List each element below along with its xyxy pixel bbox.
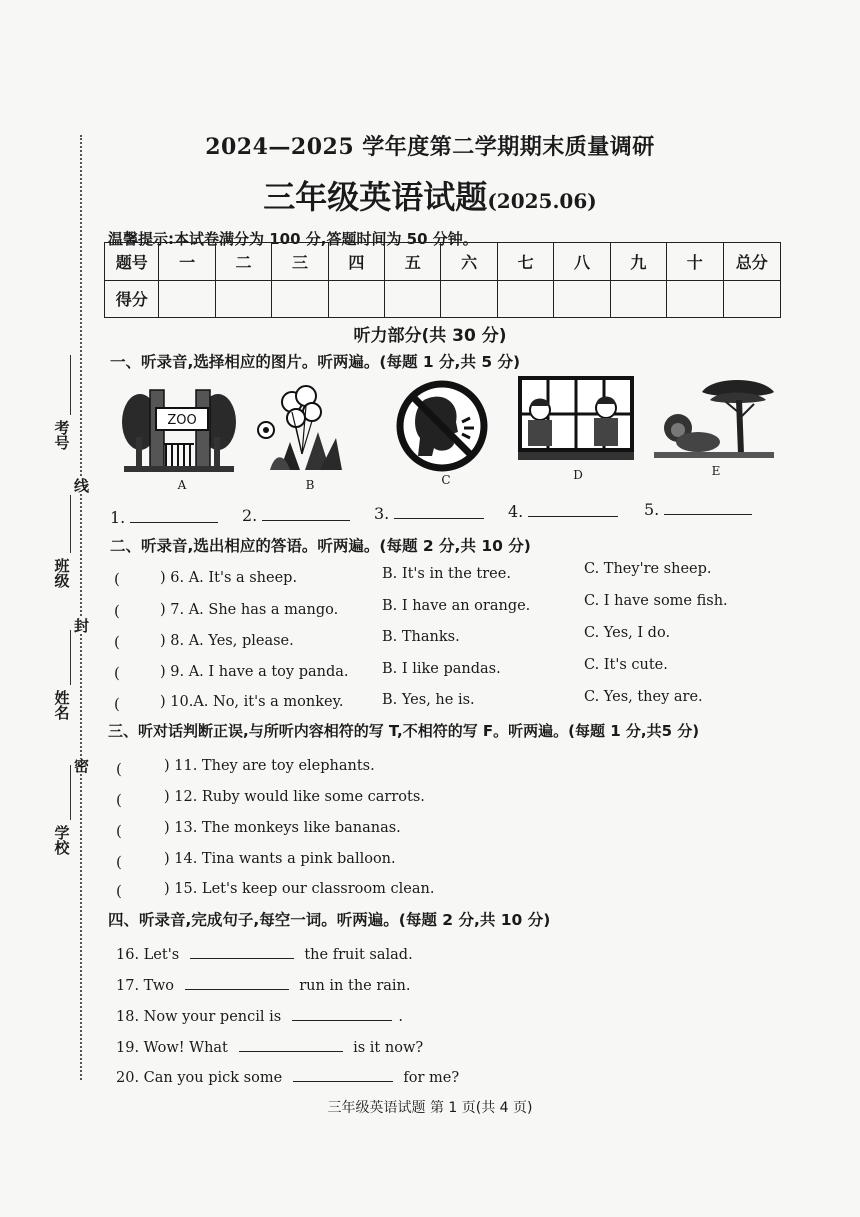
binding-dotted-line (80, 135, 82, 1080)
answer-paren[interactable]: ( (116, 853, 122, 871)
answer-paren[interactable]: ( (114, 602, 120, 620)
blank-number: 4. (508, 502, 524, 521)
listening-section-header: 听力部分(共 30 分) (353, 326, 507, 346)
sentence-end: . (398, 1009, 404, 1025)
score-cell: 五 (385, 243, 441, 281)
answer-line[interactable] (528, 502, 618, 517)
score-cell: 七 (497, 243, 553, 281)
question-stem: ) 10.A. No, it's a monkey. (160, 694, 344, 710)
score-entry-cell[interactable] (610, 280, 666, 318)
section1-title: 一、听录音,选择相应的图片。听两遍。(每题 1 分,共 5 分) (110, 353, 521, 371)
page-footer: 三年级英语试题 第 1 页(共 4 页) (327, 1100, 533, 1116)
side-field-school (50, 825, 72, 859)
sentence-start: 18. Now your pencil is (116, 1009, 282, 1025)
score-cell: 总分 (723, 243, 781, 281)
question-stem: ) 9. A. I have a toy panda. (160, 664, 349, 680)
exam-date: (2025.06) (487, 189, 597, 213)
answer-blank-4 (508, 502, 618, 521)
fill-blank[interactable] (293, 1067, 393, 1082)
lion-tree-icon (652, 372, 778, 464)
answer-blank-2 (242, 506, 350, 525)
side-field-exam-number (50, 420, 72, 454)
picture-letter-b: B (305, 478, 315, 492)
question-statement: ) 14. Tina wants a pink balloon. (164, 851, 396, 867)
score-entry-cell[interactable] (497, 280, 553, 318)
answer-paren[interactable]: ( (116, 882, 122, 900)
option-c: C. Yes, they are. (584, 689, 703, 705)
score-entry-cell[interactable] (272, 280, 328, 318)
score-entry-cell[interactable] (159, 280, 215, 318)
exam-term-title: 2024—2025 学年度第二学期期末质量调研 (205, 134, 655, 160)
answer-paren[interactable]: ( (114, 664, 120, 682)
blank-number: 3. (374, 504, 390, 523)
side-write-line (70, 765, 71, 820)
side-write-line (70, 630, 71, 685)
section2-title: 二、听录音,选出相应的答语。听两遍。(每题 2 分,共 10 分) (110, 537, 531, 555)
zoo-gate-icon (120, 382, 238, 474)
picture-letter-e: E (711, 464, 721, 478)
answer-line[interactable] (262, 506, 350, 521)
score-cell: 十 (667, 243, 723, 281)
side-write-line (70, 495, 71, 553)
answer-paren[interactable]: ( (116, 760, 122, 778)
side-field-name (50, 690, 72, 724)
answer-paren[interactable]: ( (114, 633, 120, 651)
score-cell: 一 (159, 243, 215, 281)
score-cell: 四 (328, 243, 384, 281)
picture-letter-d: D (573, 468, 583, 482)
score-entry-cell[interactable] (723, 280, 781, 318)
section4-question-17 (116, 975, 411, 994)
section4-question-16 (116, 944, 413, 963)
fill-blank[interactable] (190, 944, 294, 959)
fill-blank[interactable] (292, 1006, 392, 1021)
binding-char-feng: 封 (74, 617, 90, 635)
option-b: B. I like pandas. (382, 661, 501, 677)
score-cell: 二 (215, 243, 271, 281)
blank-number: 5. (644, 500, 660, 519)
option-b: B. Yes, he is. (382, 692, 475, 708)
question-statement: ) 12. Ruby would like some carrots. (164, 789, 425, 805)
score-entry-cell[interactable] (554, 280, 610, 318)
exam-subject: 三年级英语试题 (263, 178, 488, 216)
answer-blank-1 (110, 508, 218, 527)
answer-blank-5 (644, 500, 752, 519)
exam-tip: 温馨提示:本试卷满分为 100 分,答题时间为 50 分钟。 (108, 230, 478, 248)
score-entry-cell[interactable] (215, 280, 271, 318)
exam-main-title (0, 172, 860, 218)
answer-line[interactable] (130, 508, 218, 523)
picture-letter-a: A (177, 478, 187, 492)
side-field-label: 考号 (52, 420, 71, 450)
binding-char-mi: 密 (74, 757, 90, 775)
option-b: B. I have an orange. (382, 598, 531, 614)
option-c: C. They're sheep. (584, 561, 712, 577)
section4-question-20 (116, 1067, 459, 1086)
option-c: C. It's cute. (584, 657, 668, 673)
score-cell: 三 (272, 243, 328, 281)
fill-blank[interactable] (239, 1037, 343, 1052)
option-c: C. Yes, I do. (584, 625, 671, 641)
score-entry-cell[interactable] (385, 280, 441, 318)
score-table-header-row (105, 243, 781, 281)
question-stem: ) 6. A. It's a sheep. (160, 570, 298, 586)
question-stem: ) 7. A. She has a mango. (160, 602, 339, 618)
answer-line[interactable] (664, 500, 752, 515)
score-row-label: 得分 (105, 280, 159, 318)
side-field-label: 姓名 (52, 690, 71, 720)
score-entry-cell[interactable] (328, 280, 384, 318)
binding-char-xian: 线 (74, 477, 90, 495)
score-cell: 八 (554, 243, 610, 281)
score-table-score-row (105, 280, 781, 318)
answer-line[interactable] (394, 504, 484, 519)
blank-number: 1. (110, 508, 126, 527)
sentence-start: 19. Wow! What (116, 1040, 228, 1056)
option-c: C. I have some fish. (584, 593, 728, 609)
no-talking-sign-icon (394, 378, 490, 474)
sentence-start: 17. Two (116, 978, 174, 994)
side-field-class (50, 558, 72, 592)
score-cell: 九 (610, 243, 666, 281)
score-cell: 题号 (105, 243, 159, 281)
question-stem: ) 8. A. Yes, please. (160, 633, 294, 649)
score-table (104, 242, 781, 318)
sentence-start: 16. Let's (116, 947, 180, 963)
section3-title: 三、听对话判断正误,与所听内容相符的写 T,不相符的写 F。听两遍。(每题 1 分,共5 分) (108, 722, 700, 740)
score-entry-cell[interactable] (441, 280, 497, 318)
score-entry-cell[interactable] (667, 280, 723, 318)
sentence-start: 20. Can you pick some (116, 1070, 283, 1086)
zoo-sign-text: ZOO (167, 413, 197, 428)
section4-title: 四、听录音,完成句子,每空一词。听两遍。(每题 2 分,共 10 分) (108, 911, 551, 929)
option-b: B. It's in the tree. (382, 566, 511, 582)
sentence-end: the fruit salad. (304, 947, 413, 963)
sentence-end: run in the rain. (299, 978, 411, 994)
sentence-end: for me? (403, 1070, 460, 1086)
answer-blank-3 (374, 504, 484, 523)
answer-paren[interactable]: ( (114, 695, 120, 713)
answer-paren[interactable]: ( (116, 822, 122, 840)
children-window-icon (518, 376, 634, 462)
section4-question-18 (116, 1006, 403, 1025)
question-statement: ) 15. Let's keep our classroom clean. (164, 881, 435, 897)
question-statement: ) 13. The monkeys like bananas. (164, 820, 401, 836)
question-statement: ) 11. They are toy elephants. (164, 758, 375, 774)
fill-blank[interactable] (185, 975, 289, 990)
score-cell: 六 (441, 243, 497, 281)
blank-number: 2. (242, 506, 258, 525)
option-b: B. Thanks. (382, 629, 460, 645)
side-write-line (70, 355, 71, 415)
section4-question-19 (116, 1037, 423, 1056)
answer-paren[interactable]: ( (116, 791, 122, 809)
answer-paren[interactable]: ( (114, 570, 120, 588)
balloons-flowers-icon (250, 382, 350, 472)
side-field-label: 学校 (52, 825, 71, 855)
side-field-label: 班级 (52, 558, 71, 588)
sentence-end: is it now? (353, 1040, 424, 1056)
picture-letter-c: C (441, 473, 451, 487)
